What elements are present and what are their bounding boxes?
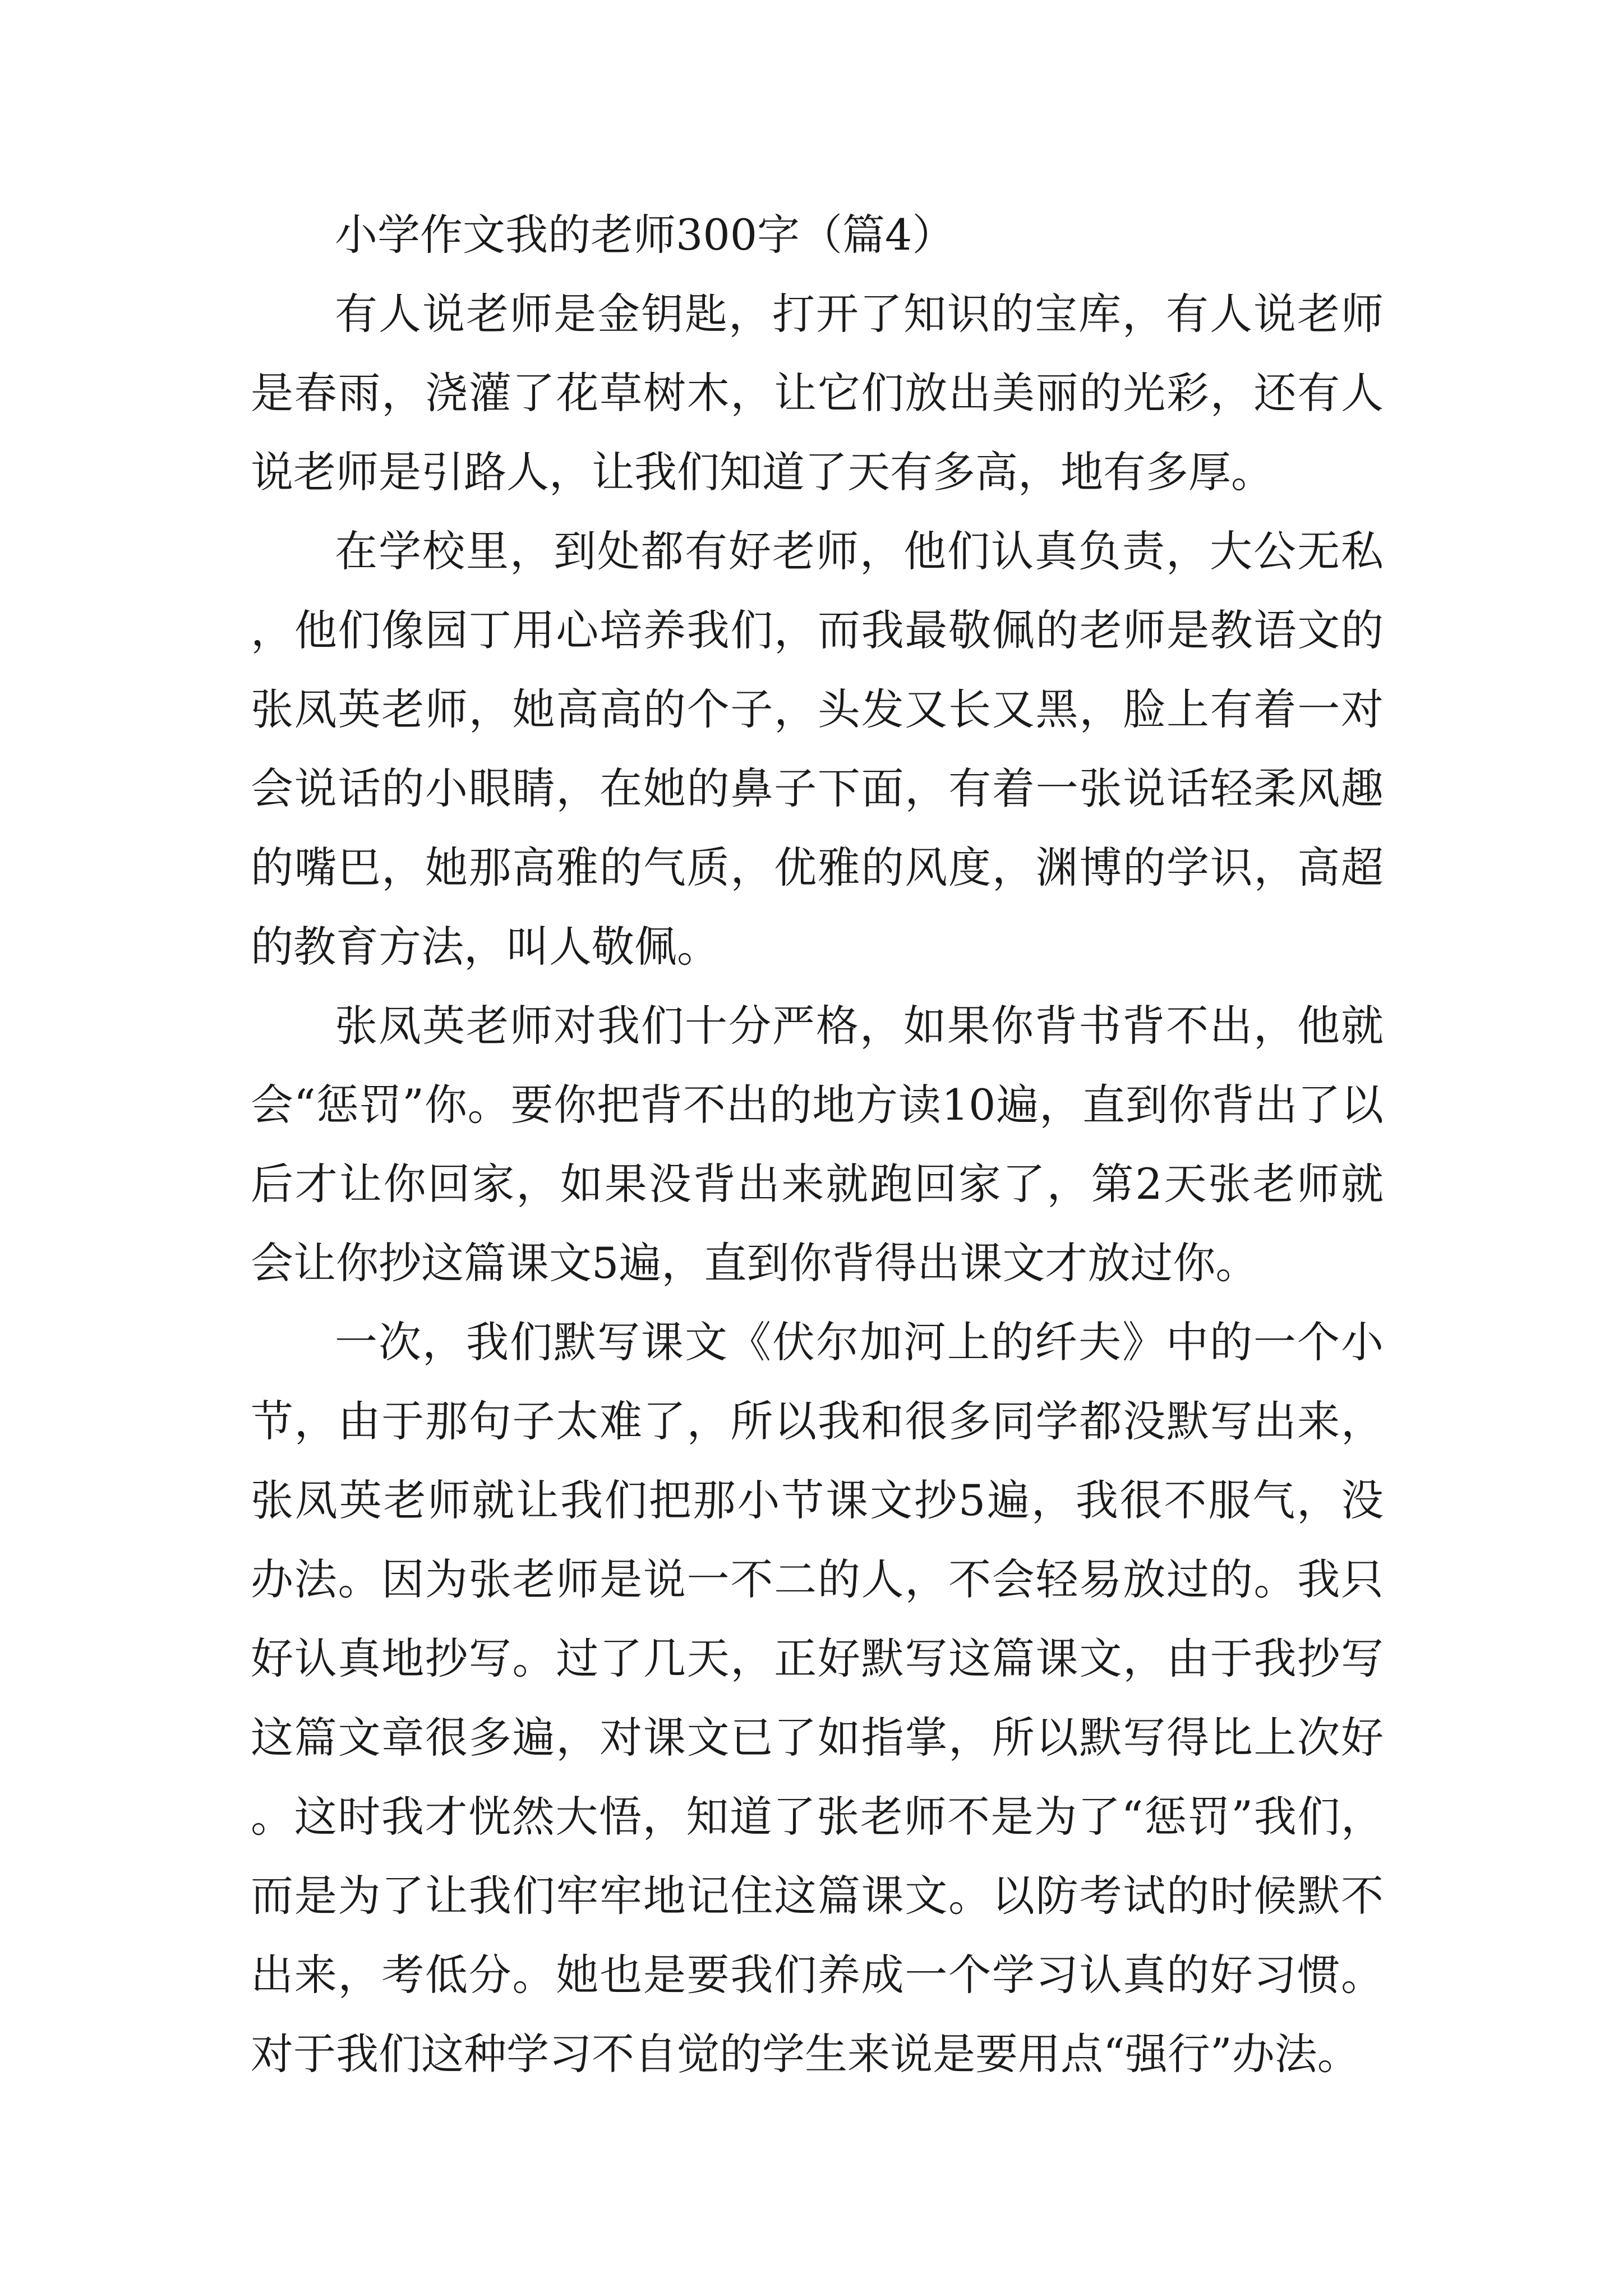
article-title: 小学作文我的老师300字（篇4） [335,210,955,260]
paragraph-4: 一次，我们默写课文《伏尔加河上的纤夫》中的一个小节，由于那句子太难了，所以我和很多同学都没默写出来，张凤英老师就让我们把那小节课文抄5遍，我很不服气，没办法。因为张老师是说一不二的人，不会轻易放过的。我只好认真地抄写。过了几天，正好默写这篇课文，由于我抄写这篇文章很多遍，对课文已了如指掌，所以默写得比上次好。这时我才恍然大悟，知道了张老师不是为了“惩罚”我们，而是为了让我们牢牢地记住这篇课文。以防考试的时候默不出来，考低分。她也是要我们养成一个学习认真的好习惯。对于我们这种学习不自觉的学生来说是要用点“强行”办法。 [251,1317,1384,2079]
article-body [251,195,1384,2093]
paragraph-3: 张凤英老师对我们十分严格，如果你背书背不出，他就会“惩罚”你。要你把背不出的地方读10遍，直到你背出了以后才让你回家，如果没背出来就跑回家了，第2天张老师就会让你抄这篇课文5遍，直到你背得出课文才放过你。 [251,1001,1384,1288]
paragraph-2: 在学校里，到处都有好老师，他们认真负责，大公无私，他们像园丁用心培养我们，而我最敬佩的老师是教语文的张凤英老师，她高高的个子，头发又长又黑，脸上有着一对会说话的小眼睛，在她的鼻子下面，有着一张说话轻柔风趣的嘴巴，她那高雅的气质，优雅的风度，渊博的学识，高超的教育方法，叫人敬佩。 [251,526,1384,972]
paragraph-1: 有人说老师是金钥匙，打开了知识的宝库，有人说老师是春雨，浇灌了花草树木，让它们放出美丽的光彩，还有人说老师是引路人，让我们知道了天有多高，地有多厚。 [251,289,1384,497]
